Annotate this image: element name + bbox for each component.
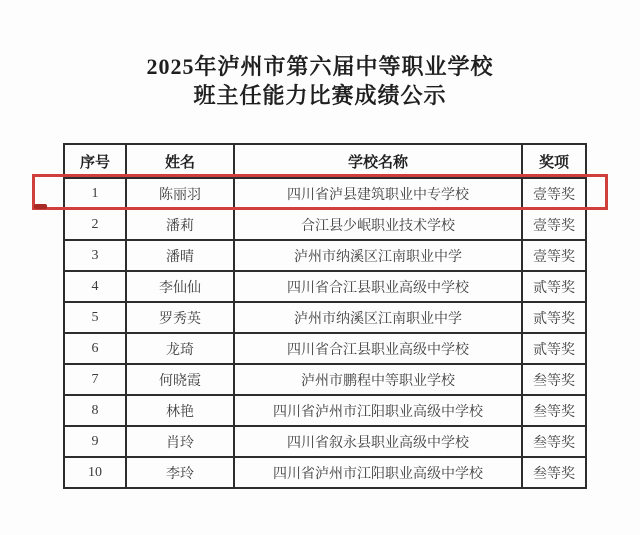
cell-name: 李仙仙 xyxy=(126,271,234,302)
cell-number: 5 xyxy=(64,302,126,333)
cell-award: 叁等奖 xyxy=(522,426,586,457)
results-table xyxy=(63,143,587,489)
cell-school: 四川省合江县职业高级中学校 xyxy=(234,271,522,302)
table-row xyxy=(64,333,586,364)
cell-award: 壹等奖 xyxy=(522,178,586,209)
page-title-line2: 班主任能力比赛成绩公示 xyxy=(193,83,447,108)
page-title xyxy=(0,52,640,110)
cell-award: 叁等奖 xyxy=(522,457,586,488)
cell-number: 6 xyxy=(64,333,126,364)
cell-name: 肖玲 xyxy=(126,426,234,457)
table-header-row xyxy=(64,144,586,178)
cell-name: 潘莉 xyxy=(126,209,234,240)
cell-name: 潘晴 xyxy=(126,240,234,271)
table-row xyxy=(64,364,586,395)
page-title-line1: 2025年泸州市第六届中等职业学校 xyxy=(146,54,494,79)
cell-school: 四川省叙永县职业高级中学校 xyxy=(234,426,522,457)
cell-school: 四川省泸州市江阳职业高级中学校 xyxy=(234,395,522,426)
cell-award: 叁等奖 xyxy=(522,364,586,395)
cell-school: 四川省泸县建筑职业中专学校 xyxy=(234,178,522,209)
cell-school: 合江县少岷职业技术学校 xyxy=(234,209,522,240)
table-row xyxy=(64,178,586,209)
cell-number: 9 xyxy=(64,426,126,457)
cell-award: 壹等奖 xyxy=(522,209,586,240)
table-row xyxy=(64,302,586,333)
cell-school: 泸州市鹏程中等职业学校 xyxy=(234,364,522,395)
cell-school: 四川省合江县职业高级中学校 xyxy=(234,333,522,364)
cell-name: 陈丽羽 xyxy=(126,178,234,209)
cell-school: 泸州市纳溪区江南职业中学 xyxy=(234,240,522,271)
cell-number: 7 xyxy=(64,364,126,395)
cell-name: 罗秀英 xyxy=(126,302,234,333)
cell-name: 李玲 xyxy=(126,457,234,488)
table-row xyxy=(64,240,586,271)
cell-award: 贰等奖 xyxy=(522,333,586,364)
cell-number: 1 xyxy=(64,178,126,209)
table-row xyxy=(64,395,586,426)
table-row xyxy=(64,457,586,488)
cell-award: 壹等奖 xyxy=(522,240,586,271)
cell-name: 林艳 xyxy=(126,395,234,426)
cell-name: 龙琦 xyxy=(126,333,234,364)
col-header-name: 姓名 xyxy=(126,144,234,178)
cell-name: 何晓霞 xyxy=(126,364,234,395)
cell-school: 四川省泸州市江阳职业高级中学校 xyxy=(234,457,522,488)
table-row xyxy=(64,271,586,302)
cell-number: 2 xyxy=(64,209,126,240)
col-header-school: 学校名称 xyxy=(234,144,522,178)
table-row xyxy=(64,426,586,457)
col-header-number: 序号 xyxy=(64,144,126,178)
cell-award: 叁等奖 xyxy=(522,395,586,426)
cell-number: 8 xyxy=(64,395,126,426)
cell-number: 4 xyxy=(64,271,126,302)
cell-award: 贰等奖 xyxy=(522,271,586,302)
cell-award: 贰等奖 xyxy=(522,302,586,333)
table-row xyxy=(64,209,586,240)
cell-number: 10 xyxy=(64,457,126,488)
cell-number: 3 xyxy=(64,240,126,271)
cell-school: 泸州市纳溪区江南职业中学 xyxy=(234,302,522,333)
col-header-award: 奖项 xyxy=(522,144,586,178)
